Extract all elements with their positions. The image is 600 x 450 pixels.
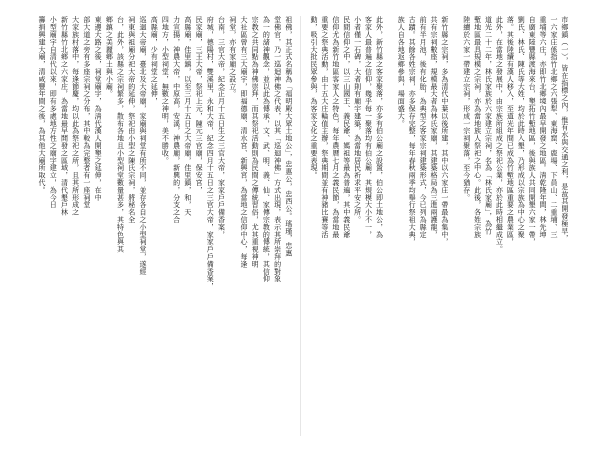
right-page: [310, 16, 568, 436]
text-column: 為一的諸神觀念，並以此為傳承，文、武、明、義、仙、家傳宗教的傳統，其信仰: [262, 16, 271, 283]
text-column: 鄉鎮之美麗鄉土與小廟。: [105, 16, 114, 98]
text-column: 祠堂，亦有家廟之設立。: [228, 16, 237, 98]
text-column: 自廣東陸豐縣渡海來台，墾拓竹塹地區，後與族人共同開墾六家一帶，: [528, 16, 537, 246]
text-column: 小型廟宇自清代以來，即有多處地方性之廟宇建立，為今日: [49, 16, 58, 209]
text-column: 客家人最普遍之信仰，幾乎每一聚落均有伯公廟，其規模大小不一，: [364, 16, 373, 238]
text-column: 東邊大路之後，祠堂廟宇，為清代漢人開墾之延伸，在中: [94, 16, 103, 201]
text-column: 落。其後陸續有漢人移入，至道光年間已成為竹塹地區重要之農業區，: [506, 16, 515, 246]
text-column: 台，此外，該縣之宗祠繁多，散布各地且小型祠堂數量甚多，其特色與其: [116, 16, 125, 253]
text-column: [452, 16, 459, 436]
text-column: [386, 16, 393, 436]
text-column: 堂佛官，乃一巡迴神佛之代表，以其「巡迴神佛」方式出現，表示其所崇拜的對象: [273, 16, 282, 283]
text-column: 大社區曾有三大廟宇，即福德廟、清水宮、新興宮，為當地之信仰中心，每逢: [239, 16, 248, 268]
text-column: 高縣廟，佳里鎮，以至三月十五日之大帝廟，佳里鎮，和，天: [183, 16, 192, 216]
text-column: 重要之祭典活動，由十五大庄輪值主辦，祭典期間並有神豬比賽等活: [320, 16, 329, 238]
text-column: 共有宗祠數座，規模最大者為林氏家廟，其建築格局為三進兩護龍，: [429, 16, 438, 238]
text-column: 民家廟，三王大帝，祭祀上元，陳元三官廟，保安宮，: [195, 16, 204, 194]
text-column: 新竹縣竹北鄉之六家庄，為當地最早開發之區域，清代墾戶林: [60, 16, 69, 216]
text-column: 信仰尤為新竹地區客家人之特色，每年農曆七月之義民節，為當地最: [331, 16, 340, 238]
text-column: 新竹縣之宗祠，多為清代中葉以後所建，其中以六家庄一帶最為集中，: [440, 16, 449, 246]
text-column: 重埔等六庄，亦即竹北鄉境內最早開發之地區。清乾隆年間，林先坤: [539, 16, 548, 238]
text-column: 此外，在當地之發展中，由宗族所組成之祭祀公業，亦於此時相繼成立。: [495, 16, 504, 253]
text-column: 部大道之旁有多座宗祠之分布，其中較為完整者有一座祠堂: [82, 16, 91, 209]
text-column: 族人自各地返鄉參與，場面盛大。: [397, 16, 406, 127]
text-column: 前有半月池，後有化胎，為典型之客家宗祠建築形式，今已列為縣定: [419, 16, 428, 238]
text-column: 高縣廟，少有祠堂之延伸，: [150, 16, 159, 105]
text-column: 宗教之共同點為神佛崇拜，而其祭祀活動則為民間之傳統習俗，尤其重視神明: [251, 16, 260, 268]
text-column: 小者僅一石碑，大者則有廟宇建築，為當地居民祈求平安之所。: [353, 16, 362, 224]
text-column: 民間信仰之中，以三山國王、義民爺、媽祖等最為普遍，其中義民爺: [342, 16, 351, 238]
text-column: 府城，德陽村，雙溪里，永和大帝，紀念四月十五日之三官大帝，家家戶戶備香案，: [206, 16, 215, 290]
text-column: 大家族村落中，每逢節慶，均以此為祭祀之所，且其所形成之: [71, 16, 80, 216]
page-gutter: [300, 16, 301, 436]
text-column: 巡迴大帝廟，臺北及大帝廟，家廟與祠堂有所不同，並存各自之小型祠堂，遂經: [138, 16, 147, 275]
text-column: 陸續於六家一帶建立宗祠，形成一宗祠聚落，至今猶存。: [462, 16, 471, 201]
text-column: 塹地區最具規模之宗祠，亦為當地族人祭祀之中心。此後，各姓宗族: [473, 16, 482, 238]
text-column: 祖佛，其正式名稱為「福明殿大眾土地公」，忠惠公，忠西公。瑤瑾，忠惠: [284, 16, 293, 257]
book-spread: [38, 16, 568, 436]
text-column: 動，吸引大批民眾參與，為客家文化之重要表現。: [310, 16, 318, 179]
text-column: 祠東與祖廟分祀大帝的延伸，祭祀由小型之陳氏宗祠，將秘名全: [127, 16, 136, 224]
text-column: 劉氏、林氏、陳氏等大姓，均於此時入墾，乃形成以宗族為中心之聚: [517, 16, 526, 238]
text-column: 力宣揚，神農大帝，中原高，安溪，神農廟，新興的，分支之合: [172, 16, 181, 224]
text-column: 古蹟。其餘各姓宗祠，亦多保存完整，每年春秋兩季均舉行祭祖大典，: [408, 16, 417, 246]
text-column: 四地方，小型祠堂，無數之神明，美不勝收。: [161, 16, 170, 164]
text-column: 台南，三官大帝，紀念正月十五日生之三官大帝，家家戶戶備香案，: [217, 16, 226, 238]
text-column: 一六家庄係指竹北鄉之六張犁、東海窟、鹿場、下員山、二重埔、三: [549, 16, 558, 238]
text-column: 市鄉鎮（一），皆在指標之內，惟有水與交通之利，是故其開發極早，: [560, 16, 569, 242]
left-page: [38, 16, 292, 436]
text-column: 道光二十二年，林氏家族於六家建立宗祠，名為「林氏家廟」，為竹: [484, 16, 493, 235]
text-column: 此外，新竹縣之客家聚落，亦多有伯公廟之設置，伯公即土地公，為: [375, 16, 384, 238]
text-column: 籌捐興建大廟，清咸豐年間之後，為其他大廟所取代。: [38, 16, 46, 194]
